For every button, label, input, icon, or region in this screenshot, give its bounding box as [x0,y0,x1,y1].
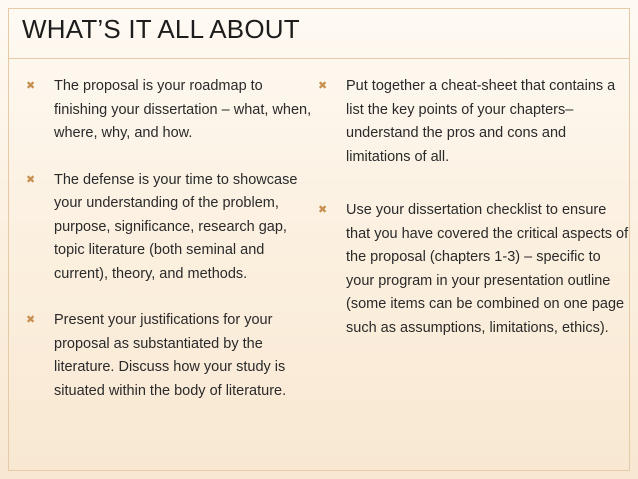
x-bullet-icon: ✖ [26,80,36,92]
title-divider [8,58,630,59]
bullet-text: The proposal is your roadmap to finishing your dissertation – what, when, where, why, and how. [54,78,312,141]
bullet-item [26,169,316,287]
x-bullet-icon: ✖ [26,314,36,326]
bullet-item [26,75,316,146]
left-bullet-list [26,75,316,403]
x-bullet-icon: ✖ [318,80,328,92]
bullet-text: The defense is your time to showcase your understanding of the problem, purpose, significance, research gap, topic literature (both seminal and current), theory, and methods. [54,171,298,282]
bullet-text: Present your justifications for your proposal as substantiated by the literature. Discuss how your study is situated within the body of literature. [54,312,287,399]
bullet-item [318,75,630,169]
bullet-item [26,309,316,403]
right-bullet-list [318,75,630,340]
bullet-text: Use your dissertation checklist to ensure that you have covered the critical aspects of the proposal (chapters 1-3) – specific to your program in your presentation outline (some items can be combined on one page such as assumptions, limitations, ethics). [346,202,629,336]
bullet-item [318,199,630,340]
x-bullet-icon: ✖ [26,173,36,186]
x-bullet-icon: ✖ [318,204,328,216]
bullet-text: Put together a cheat-sheet that contains a list the key points of your chapters– understand the pros and cons and limitations of all. [346,78,616,165]
slide-title: WHAT’S IT ALL ABOUT [22,14,300,44]
